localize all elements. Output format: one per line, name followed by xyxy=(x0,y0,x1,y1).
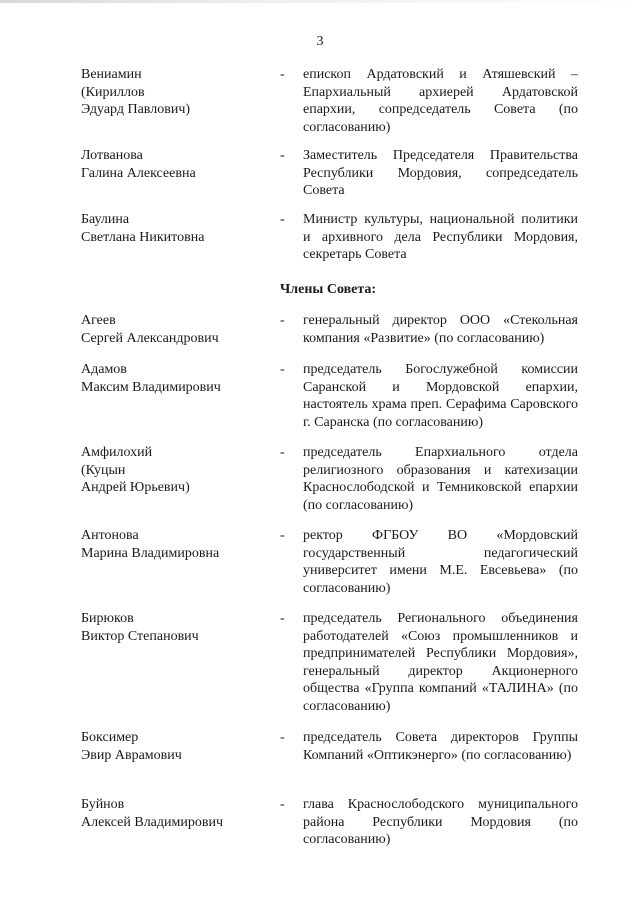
section-heading: Члены Совета: xyxy=(280,282,377,297)
member-name-line: Антонова xyxy=(81,528,139,543)
dash-separator: - xyxy=(280,362,285,377)
member-description: глава Краснослободского муниципального района Республики Мордовия (по согласованию) xyxy=(303,797,578,848)
member-name-line: Галина Алексеевна xyxy=(81,165,196,181)
member-description: председатель Епархиального отдела религиозного образования и катехизации Краснослободской и Темниковской епархии (по согласованию) xyxy=(303,445,578,513)
dash-separator: - xyxy=(280,797,285,812)
member-description: председатель Регионального объединения работодателей «Союз промышленников и предпринимателей Республики Мордовия», генеральный директор Акционерного общества «Группа компаний «ТАЛИНА» (по согласованию) xyxy=(303,611,578,714)
member-name-line: Виктор Степанович xyxy=(81,628,199,644)
member-name xyxy=(81,312,271,347)
member-name-line: Агеев xyxy=(81,313,116,328)
member-description: председатель Совета директоров Группы Компаний «Оптикэнерго» (по согласованию) xyxy=(303,730,578,763)
member-name-line: Сергей Александрович xyxy=(81,330,219,346)
member-name-line: Эдуард Павлович) xyxy=(81,102,191,118)
member-name-line: (Кириллов xyxy=(81,84,145,100)
member-name xyxy=(81,147,271,182)
dash-separator: - xyxy=(280,730,285,745)
dash-separator: - xyxy=(280,212,285,227)
dash-separator: - xyxy=(280,67,285,82)
member-name-line: Светлана Никитовна xyxy=(81,229,205,245)
page-number: 3 xyxy=(316,34,324,49)
member-name-line: Андрей Юрьевич) xyxy=(81,480,190,496)
member-name-line: Марина Владимировна xyxy=(81,545,220,561)
member-name-line: Адамов xyxy=(81,362,127,377)
dash-separator: - xyxy=(280,528,285,543)
member-description: ректор ФГБОУ ВО «Мордовский государственный педагогический университет имени М.Е. Евсевьева» (по согласованию) xyxy=(303,528,578,596)
member-description: председатель Богослужебной комиссии Саранской и Мордовской епархии, настоятель храма преп. Серафима Саровского г. Саранска (по согласованию) xyxy=(303,362,578,430)
member-description: Министр культуры, национальной политики и архивного дела Республики Мордовия, секретарь Совета xyxy=(303,212,578,263)
member-name xyxy=(81,796,271,831)
member-name-line: Лотванова xyxy=(81,148,143,163)
member-name-line: Эвир Аврамович xyxy=(81,747,182,763)
member-name-line: Баулина xyxy=(81,212,130,227)
member-name-line: (Куцын xyxy=(81,462,126,478)
member-name xyxy=(81,610,271,645)
member-name xyxy=(81,444,271,497)
member-description: Заместитель Председателя Правительства Республики Мордовия, сопредседатель Совета xyxy=(303,148,578,199)
member-name-line: Вениамин xyxy=(81,67,142,82)
member-name xyxy=(81,66,271,119)
member-name-line: Алексей Владимирович xyxy=(81,814,224,830)
member-name xyxy=(81,729,271,764)
member-description: генеральный директор ООО «Стекольная компания «Развитие» (по согласованию) xyxy=(303,313,578,346)
member-name xyxy=(81,211,271,246)
member-name xyxy=(81,527,271,562)
member-description: епископ Ардатовский и Атяшевский – Епархиальный архиерей Ардатовской епархии, сопредседатель Совета (по согласованию) xyxy=(303,67,578,135)
member-name-line: Максим Владимирович xyxy=(81,379,221,395)
dash-separator: - xyxy=(280,445,285,460)
member-name-line: Амфилохий xyxy=(81,445,153,460)
dash-separator: - xyxy=(280,313,285,328)
member-name-line: Боксимер xyxy=(81,730,139,745)
dash-separator: - xyxy=(280,148,285,163)
member-name-line: Бирюков xyxy=(81,611,134,626)
dash-separator: - xyxy=(280,611,285,626)
member-name-line: Буйнов xyxy=(81,797,125,812)
member-name xyxy=(81,361,271,396)
